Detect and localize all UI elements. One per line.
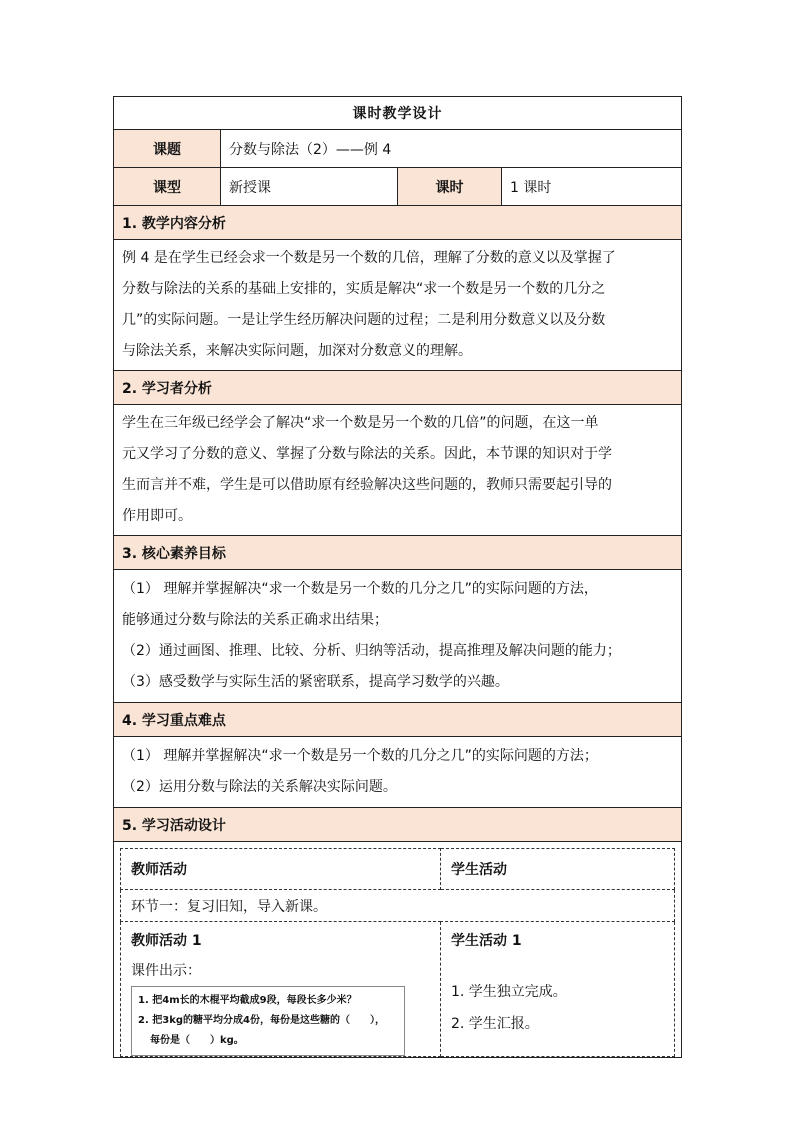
goal-line: （1） 理解并掌握解决“求一个数是另一个数的几分之几”的实际问题的方法，: [122, 581, 598, 597]
key-points-text: [114, 737, 682, 808]
goal-line: （3）感受数学与实际生活的紧密联系，提高学习数学的兴趣。: [122, 674, 509, 690]
section-heading-activity-design: 5. 学习活动设计: [114, 808, 682, 842]
student-activity-1: [441, 922, 675, 1057]
step-one-title: 环节一：复习旧知，导入新课。: [121, 890, 675, 922]
student-activity-1-title: 学生活动 1: [451, 933, 522, 949]
activity-table: [120, 848, 675, 1057]
core-goals-text: [114, 570, 682, 703]
student-item: 1. 学生独立完成。: [451, 984, 567, 1000]
learner-analysis-text: [114, 405, 682, 536]
courseware-question-2: 2. 把3kg的糖平均分成4份，每份是这些糖的（ ），: [138, 1015, 385, 1026]
activity-design-container: [114, 842, 682, 1058]
text-line: 几”的实际问题。一是让学生经历解决问题的过程；二是利用分数意义以及分数: [122, 312, 606, 328]
document-title: 课时教学设计: [114, 97, 682, 130]
student-activity-list: [451, 976, 664, 1040]
text-line: 分数与除法的关系的基础上安排的，实质是解决“求一个数是另一个数的几分之: [122, 281, 606, 297]
text-line: 元又学习了分数的意义、掌握了分数与除法的关系。因此，本节课的知识对于学: [122, 446, 612, 462]
goal-line: 能够通过分数与除法的关系正确求出结果；: [122, 612, 388, 628]
text-line: 生而言并不难，学生是可以借助原有经验解决这些问题的，教师只需要起引导的: [122, 477, 612, 493]
teacher-activity-header: 教师活动: [121, 849, 441, 890]
topic-label: 课题: [114, 130, 221, 168]
section-heading-content-analysis: 1. 教学内容分析: [114, 206, 682, 240]
goal-line: （2）通过画图、推理、比较、分析、归纳等活动，提高推理及解决问题的能力；: [122, 643, 621, 659]
courseware-question-2-cont: 每份是（ ）kg。: [150, 1035, 244, 1046]
lesson-type-label: 课型: [114, 168, 221, 206]
class-hours-label: 课时: [398, 168, 502, 206]
courseware-question-1: 1. 把4m长的木棍平均截成9段，每段长多少米？: [138, 995, 357, 1006]
text-line: 与除法关系，来解决实际问题，加深对分数意义的理解。: [122, 343, 472, 359]
section-heading-core-goals: 3. 核心素养目标: [114, 536, 682, 570]
text-line: 学生在三年级已经学会了解决“求一个数是另一个数的几倍”的问题，在这一单: [122, 415, 599, 431]
student-activity-header: 学生活动: [441, 849, 675, 890]
text-line: 例 4 是在学生已经会求一个数是另一个数的几倍，理解了分数的意义以及掌握了: [122, 250, 616, 266]
keypoint-line: （2）运用分数与除法的关系解决实际问题。: [122, 779, 397, 795]
courseware-label: 课件出示：: [131, 963, 201, 979]
content-analysis-text: [114, 240, 682, 371]
lesson-type-value: 新授课: [221, 168, 398, 206]
student-item: 2. 学生汇报。: [451, 1016, 539, 1032]
teacher-activity-1-title: 教师活动 1: [131, 933, 202, 949]
class-hours-value: 1 课时: [502, 168, 682, 206]
lesson-plan-document: [113, 96, 681, 1058]
courseware-box: [131, 986, 405, 1056]
keypoint-line: （1） 理解并掌握解决“求一个数是另一个数的几分之几”的实际问题的方法；: [122, 748, 598, 764]
text-line: 作用即可。: [122, 508, 192, 524]
lesson-plan-table: [113, 96, 682, 1058]
topic-value: 分数与除法（2）——例 4: [221, 130, 682, 168]
section-heading-learner-analysis: 2. 学习者分析: [114, 371, 682, 405]
section-heading-key-points: 4. 学习重点难点: [114, 703, 682, 737]
teacher-activity-1: [121, 922, 441, 1057]
